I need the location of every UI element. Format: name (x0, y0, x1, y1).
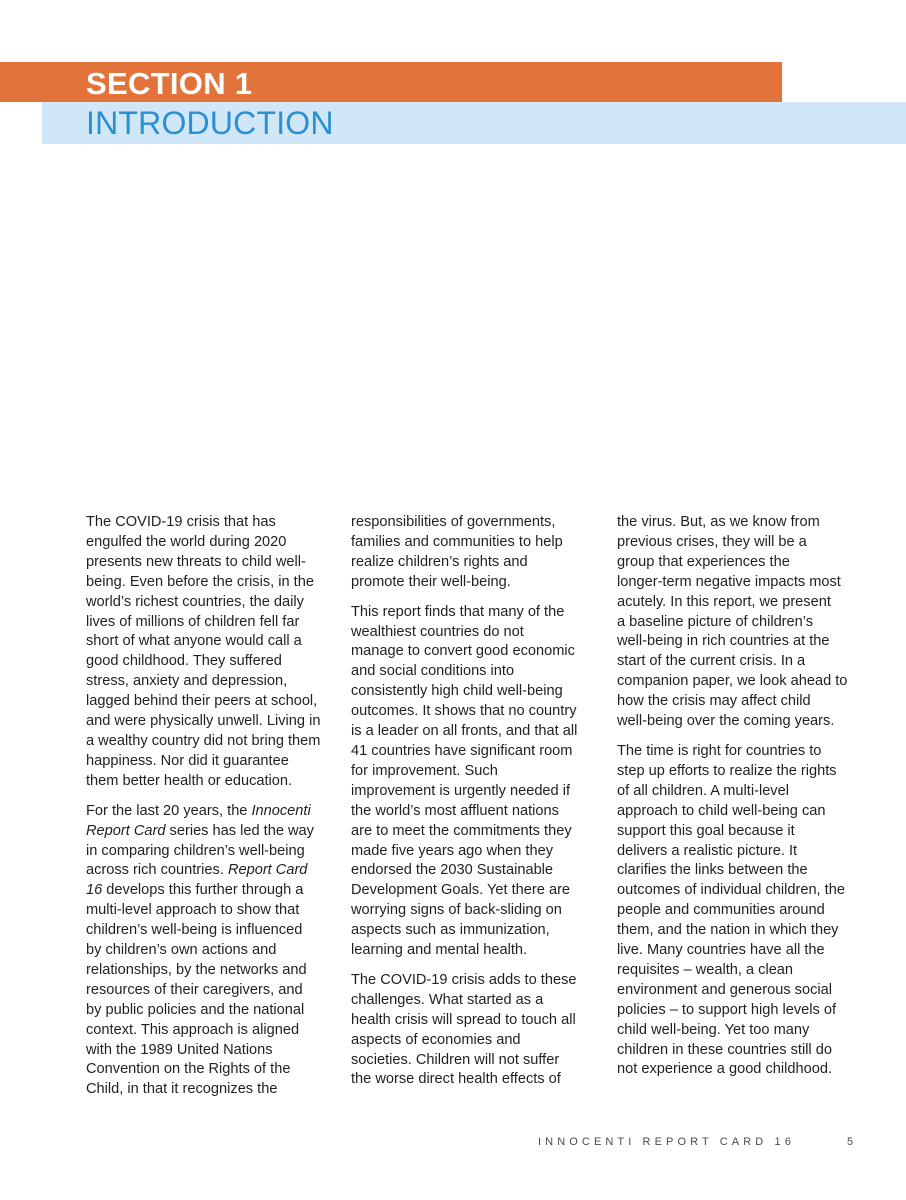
text-line: wealthiest countries do not (351, 623, 524, 640)
paragraph (86, 802, 332, 1101)
text-line: across rich countries. Report Card (86, 862, 308, 879)
text-line: The COVID-19 crisis that has (86, 514, 276, 530)
text-line: health crisis will spread to touch all (351, 1011, 576, 1028)
section-title: INTRODUCTION (86, 105, 334, 141)
text-line: children’s well-being is influenced (86, 922, 303, 939)
text-line: responsibilities of governments, (351, 514, 556, 530)
text-line: 41 countries have significant room (351, 742, 573, 759)
text-line: by children’s own actions and (86, 942, 277, 959)
text-line: context. This approach is aligned (86, 1021, 300, 1038)
paragraph (351, 603, 597, 961)
italic-text: Report Card (86, 822, 166, 839)
text-line: consistently high child well-being (351, 683, 563, 700)
text-line: engulfed the world during 2020 (86, 533, 287, 550)
text-line: Convention on the Rights of the (86, 1061, 291, 1078)
text-line: families and communities to help (351, 533, 563, 550)
text-line: the worse direct health effects of (351, 1071, 561, 1088)
text-line: with the 1989 United Nations (86, 1041, 273, 1058)
text-line: by public policies and the national (86, 1001, 305, 1018)
page-number: 5 (847, 1136, 854, 1148)
text-line: being. Even before the crisis, in the (86, 573, 314, 590)
paragraph (351, 971, 597, 1090)
text-line: them better health or education. (86, 772, 293, 789)
text-line: start of the current crisis. In a (617, 653, 806, 670)
text-line: in comparing children’s well-being (86, 842, 305, 859)
text-line: made five years ago when they (351, 842, 553, 859)
text-line: worrying signs of back-sliding on (351, 902, 562, 919)
text-line: delivers a realistic picture. It (617, 842, 798, 859)
text-line: improvement is urgently needed if (351, 782, 571, 799)
text-line: aspects of economies and (351, 1031, 521, 1048)
text-line: and were physically unwell. Living in (86, 713, 321, 730)
italic-text: Innocenti (251, 802, 311, 819)
text-line: child well-being. Yet too many (617, 1021, 810, 1038)
paragraph (351, 513, 597, 593)
section-label: SECTION 1 (86, 66, 253, 101)
text-line: are to meet the commitments they (351, 822, 572, 839)
text-column-1 (86, 513, 332, 1110)
text-line: lives of millions of children fell far (86, 613, 300, 630)
text-line: outcomes of individual children, the (617, 882, 845, 899)
text-line: environment and generous social (617, 981, 832, 998)
text-line: approach to child well-being can (617, 802, 826, 819)
text-line: world’s richest countries, the daily (86, 593, 304, 610)
text-line: of all children. A multi-level (617, 782, 789, 799)
text-line: a wealthy country did not bring them (86, 732, 321, 749)
text-line: endorsed the 2030 Sustainable (351, 862, 554, 879)
text-line: manage to convert good economic (351, 643, 575, 660)
text-line: short of what anyone would call a (86, 633, 302, 650)
italic-text: Report Card (227, 862, 308, 879)
text-line: good childhood. They suffered (86, 653, 282, 670)
text-line: lagged behind their peers at school, (86, 693, 318, 710)
text-line: a baseline picture of children’s (617, 613, 814, 630)
text-line: relationships, by the networks and (86, 961, 307, 978)
text-line: support this goal because it (617, 822, 795, 839)
italic-text: 16 (86, 882, 103, 899)
text-line: previous crises, they will be a (617, 533, 807, 550)
text-line: Child, in that it recognizes the (86, 1081, 278, 1098)
text-line: This report finds that many of the (351, 603, 565, 620)
text-line: presents new threats to child well- (86, 553, 306, 570)
text-line: challenges. What started as a (351, 991, 544, 1008)
text-line: The time is right for countries to (617, 742, 822, 759)
text-line: companion paper, we look ahead to (617, 673, 848, 690)
footer-publication-title: INNOCENTI REPORT CARD 16 (538, 1136, 795, 1148)
text-line: them, and the nation in which they (617, 922, 839, 939)
text-line: and social conditions into (351, 663, 515, 680)
text-line: the world’s most affluent nations (351, 802, 559, 819)
text-line: longer-term negative impacts most (617, 573, 841, 590)
text-line: people and communities around (617, 902, 825, 919)
text-line: multi-level approach to show that (86, 902, 300, 919)
text-line: societies. Children will not suffer (351, 1051, 560, 1068)
text-line: learning and mental health. (351, 942, 528, 959)
paragraph (86, 513, 332, 792)
text-line: For the last 20 years, the Innocenti (86, 802, 311, 819)
text-line: outcomes. It shows that no country (351, 703, 577, 720)
paragraph (617, 513, 863, 732)
text-line: stress, anxiety and depression, (86, 673, 288, 690)
text-line: policies – to support high levels of (617, 1001, 837, 1018)
text-line: for improvement. Such (351, 762, 498, 779)
text-line: resources of their caregivers, and (86, 981, 303, 998)
text-line: is a leader on all fronts, and that all (351, 723, 578, 740)
text-line: acutely. In this report, we present (617, 593, 831, 610)
text-line: 16 develops this further through a (86, 882, 304, 899)
text-column-2 (351, 513, 597, 1100)
text-line: how the crisis may affect child (617, 693, 811, 710)
text-line: live. Many countries have all the (617, 942, 825, 959)
text-line: group that experiences the (617, 553, 790, 570)
text-line: realize children’s rights and (351, 553, 528, 570)
text-line: happiness. Nor did it guarantee (86, 752, 289, 769)
text-line: children in these countries still do (617, 1041, 832, 1058)
text-line: requisites – wealth, a clean (617, 961, 794, 978)
text-line: well-being over the coming years. (617, 713, 835, 730)
text-line: promote their well-being. (351, 573, 511, 590)
text-line: The COVID-19 crisis adds to these (351, 971, 577, 988)
text-line: not experience a good childhood. (617, 1061, 833, 1078)
text-line: step up efforts to realize the rights (617, 762, 837, 779)
text-line: clarifies the links between the (617, 862, 808, 879)
text-line: Development Goals. Yet there are (351, 882, 571, 899)
paragraph (617, 742, 863, 1080)
text-line: Report Card series has led the way (86, 822, 314, 839)
text-line: well-being in rich countries at the (617, 633, 830, 650)
text-column-3 (617, 513, 863, 1090)
text-line: the virus. But, as we know from (617, 514, 820, 530)
text-line: aspects such as immunization, (351, 922, 550, 939)
